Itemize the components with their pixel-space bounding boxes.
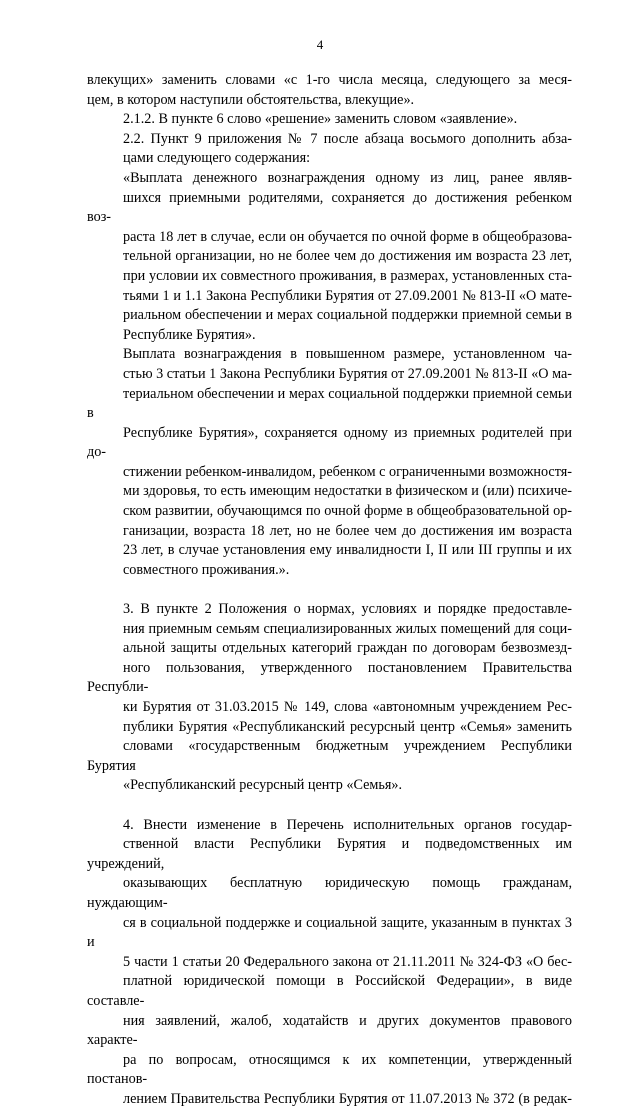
text-line: цами следующего содержания: bbox=[123, 150, 311, 167]
page-number: 4 bbox=[316, 37, 324, 52]
text-line: Республике Бурятия». bbox=[123, 326, 256, 343]
text-line: ки Бурятия от 31.03.2015 № 149, слова «автономным учреждением Рес- bbox=[123, 699, 572, 715]
text-line: ного пользования, утвержденного постановлением Правительства Республи- bbox=[87, 659, 572, 696]
text-line: при условии их совместного проживания, в размерах, установленных ста- bbox=[123, 267, 572, 284]
text-line: стижении ребенком-инвалидом, ребенком с ограниченными возможностя- bbox=[123, 463, 572, 480]
text-line: альной защиты отдельных категорий граждан по договорам безвозмезд- bbox=[123, 640, 572, 657]
text-line: раста 18 лет в случае, если он обучается по очной форме в общеобразова- bbox=[123, 228, 572, 245]
text-line: ганизации, возраста 18 лет, но не более чем до достижения им возраста bbox=[123, 522, 572, 539]
text-line: ся в социальной поддержке и социальной защите, указанным в пунктах 3 и bbox=[87, 914, 572, 951]
document-body bbox=[87, 71, 572, 1109]
text-line: шихся приемными родителями, сохраняется до достижения ребенком воз- bbox=[87, 189, 572, 226]
paragraph bbox=[87, 130, 572, 169]
text-line: тельной организации, но не более чем до достижения им возраста 23 лет, bbox=[123, 248, 572, 265]
text-line: ния заявлений, жалоб, ходатайств и других документов правового характе- bbox=[87, 1012, 572, 1049]
text-line: 5 части 1 статьи 20 Федерального закона от 21.11.2011 № 324-ФЗ «О бес- bbox=[123, 953, 572, 970]
text-line: лением Правительства Республики Бурятия от 11.07.2013 № 372 (в редак- bbox=[123, 1090, 572, 1107]
text-line: Выплата вознаграждения в повышенном размере, установленном ча- bbox=[123, 346, 572, 363]
text-line: Республике Бурятия», сохраняется одному из приемных родителей при до- bbox=[87, 424, 572, 461]
text-line: «Республиканский ресурсный центр «Семья». bbox=[123, 777, 403, 794]
text-line: 3. В пункте 2 Положения о нормах, условиях и порядке предоставле- bbox=[123, 601, 572, 618]
text-line: «Выплата денежного вознаграждения одному из лиц, ранее являв- bbox=[123, 169, 572, 186]
text-line: 2.1.2. В пункте 6 слово «решение» заменить словом «заявление». bbox=[123, 111, 518, 128]
text-line: оказывающих бесплатную юридическую помощь гражданам, нуждающим- bbox=[87, 875, 572, 911]
paragraph bbox=[87, 110, 572, 130]
paragraph bbox=[87, 169, 572, 345]
text-line: риальном обеспечении и мерах социальной поддержки приемной семьи в bbox=[123, 307, 572, 324]
text-line: ском развитии, обучающимся по очной форме в общеобразовательной ор- bbox=[123, 503, 572, 520]
text-line: ственной власти Республики Бурятия и подведомственных им учреждений, bbox=[87, 836, 572, 872]
text-line: влекущих» заменить словами «с 1-го числа месяца, следующего за меся- bbox=[87, 72, 572, 88]
text-line: 4. Внести изменение в Перечень исполнительных органов государ- bbox=[123, 816, 572, 833]
text-line: ния приемным семьям специализированных жилых помещений для соци- bbox=[123, 620, 572, 637]
text-line: ра по вопросам, относящимся к их компетенции, утвержденный постанов- bbox=[87, 1051, 572, 1088]
paragraph bbox=[87, 816, 572, 1109]
text-line: публики Бурятия «Республиканский ресурсный центр «Семья» заменить bbox=[123, 718, 572, 735]
text-line: словами «государственным бюджетным учреждением Республики Бурятия bbox=[87, 738, 572, 774]
paragraph bbox=[87, 600, 572, 796]
paragraph bbox=[87, 345, 572, 580]
text-line: 2.2. Пункт 9 приложения № 7 после абзаца восьмого дополнить абза- bbox=[123, 130, 572, 147]
text-line: териальном обеспечении и мерах социальной поддержки приемной семьи в bbox=[87, 385, 572, 422]
text-line: тьями 1 и 1.1 Закона Республики Бурятия от 27.09.2001 № 813-II «О мате- bbox=[123, 287, 572, 304]
text-line: 23 лет, в случае установления ему инвалидности I, II или III группы и их bbox=[123, 542, 572, 559]
text-line: ми здоровья, то есть имеющим недостатки в физическом и (или) психиче- bbox=[123, 483, 572, 500]
text-line: цем, в котором наступили обстоятельства, влекущие». bbox=[87, 91, 415, 108]
text-line: стью 3 статьи 1 Закона Республики Бурятия от 27.09.2001 № 813-II «О ма- bbox=[123, 365, 572, 382]
text-line: совместного проживания.». bbox=[123, 561, 290, 578]
paragraph bbox=[87, 71, 572, 110]
text-line: платной юридической помощи в Российской Федерации», в виде составле- bbox=[87, 973, 572, 1009]
